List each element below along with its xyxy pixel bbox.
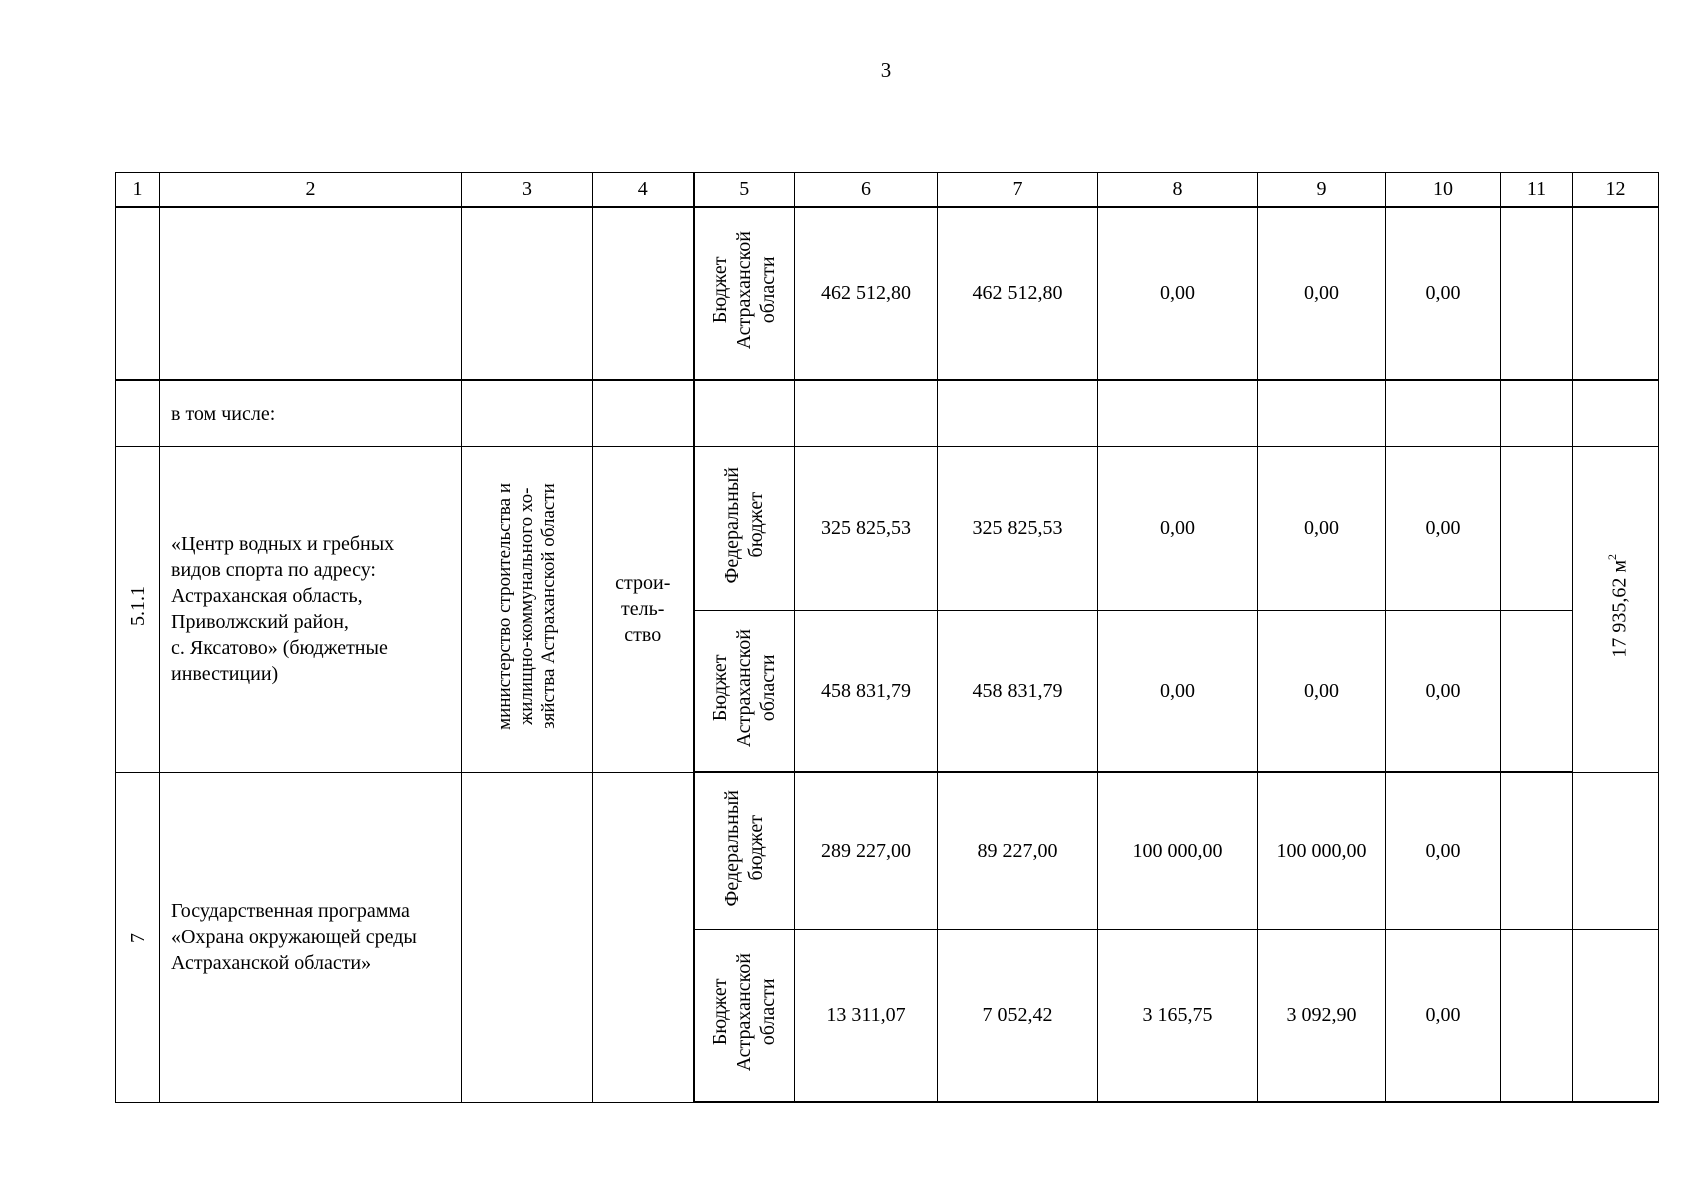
executor-cell (462, 772, 593, 1102)
value-cell: 0,00 (1258, 207, 1386, 380)
page-number: 3 (880, 58, 892, 82)
header-cell: 11 (1501, 173, 1573, 208)
source-line: бюджет (745, 492, 768, 559)
source-cell (694, 930, 795, 1103)
empty-cell (1098, 380, 1258, 447)
budget-table (115, 172, 1659, 1103)
executor-line: министерство строительства и (494, 482, 515, 730)
header-cell: 6 (795, 173, 938, 208)
item-number: 7 (126, 932, 149, 943)
table-row (116, 447, 1659, 611)
value-cell: 0,00 (1098, 611, 1258, 773)
empty-cell (694, 380, 795, 447)
name-line: «Охрана окружающей среды (171, 926, 417, 948)
including-label: в том числе: (160, 380, 462, 447)
value-cell: 0,00 (1258, 447, 1386, 611)
name-cell (160, 207, 462, 380)
source-line: области (757, 979, 780, 1046)
empty-cell (1501, 930, 1573, 1103)
type-cell (593, 207, 694, 380)
item-name-cell (160, 772, 462, 1102)
value-cell: 0,00 (1098, 207, 1258, 380)
empty-cell (1573, 772, 1659, 930)
empty-cell (1501, 772, 1573, 930)
name-line: Астраханской области» (171, 952, 372, 974)
item-name-cell (160, 447, 462, 773)
value-cell: 325 825,53 (938, 447, 1098, 611)
empty-cell (1501, 207, 1573, 380)
empty-cell (1258, 380, 1386, 447)
type-cell (593, 447, 694, 773)
source-line: Астраханской (733, 953, 756, 1072)
value-cell: 100 000,00 (1098, 772, 1258, 930)
empty-cell (1501, 380, 1573, 447)
value-cell: 0,00 (1386, 207, 1501, 380)
name-line: с. Яксатово» (бюджетные (171, 637, 388, 660)
value-cell: 458 831,79 (795, 611, 938, 773)
value-cell: 458 831,79 (938, 611, 1098, 773)
result-superscript: 2 (1604, 554, 1619, 561)
empty-cell (593, 380, 694, 447)
empty-cell (1573, 930, 1659, 1103)
type-cell (593, 772, 694, 1102)
source-line: Астраханской (733, 628, 756, 748)
source-line: Федеральный (721, 467, 744, 584)
source-line: области (757, 654, 780, 722)
header-cell: 9 (1258, 173, 1386, 208)
name-line: Астраханская область, (171, 585, 363, 608)
value-cell: 3 092,90 (1258, 930, 1386, 1103)
value-cell: 0,00 (1258, 611, 1386, 773)
source-cell (694, 447, 795, 611)
type-line: ство (624, 624, 662, 647)
value-cell: 0,00 (1386, 772, 1501, 930)
header-cell: 7 (938, 173, 1098, 208)
value-cell: 289 227,00 (795, 772, 938, 930)
name-line: видов спорта по адресу: (171, 559, 376, 582)
source-line: Астраханской (733, 231, 756, 350)
value-cell: 3 165,75 (1098, 930, 1258, 1103)
header-cell: 2 (160, 173, 462, 208)
source-line: Федеральный (721, 789, 744, 907)
table-row (116, 207, 1659, 380)
header-cell: 4 (593, 173, 694, 208)
type-line: строи- (615, 572, 671, 595)
source-cell (694, 207, 795, 380)
item-number: 5.1.1 (126, 586, 149, 627)
item-number-cell (116, 772, 160, 1102)
value-cell: 0,00 (1386, 611, 1501, 773)
executor-line: зяйства Астраханской области (538, 483, 559, 730)
name-line: «Центр водных и гребных (171, 533, 395, 556)
executor-cell (462, 447, 593, 773)
source-line: бюджет (745, 815, 768, 881)
empty-cell (1501, 447, 1573, 611)
value-cell: 0,00 (1386, 930, 1501, 1103)
header-cell: 3 (462, 173, 593, 208)
item-number-cell (116, 447, 160, 773)
header-cell: 1 (116, 173, 160, 208)
name-line: Приволжский район, (171, 611, 349, 634)
empty-cell (1501, 611, 1573, 773)
empty-cell (938, 380, 1098, 447)
source-line: области (757, 257, 780, 324)
executor-cell (462, 207, 593, 380)
value-cell: 0,00 (1386, 447, 1501, 611)
header-cell: 12 (1573, 173, 1659, 208)
empty-cell (1573, 380, 1659, 447)
number-cell (116, 207, 160, 380)
source-line: Бюджет (709, 979, 732, 1046)
value-cell: 89 227,00 (938, 772, 1098, 930)
type-line: тель- (621, 598, 665, 621)
header-cell: 8 (1098, 173, 1258, 208)
empty-cell (1573, 207, 1659, 380)
source-line: Бюджет (709, 654, 732, 722)
value-cell: 462 512,80 (938, 207, 1098, 380)
source-cell (694, 772, 795, 930)
table-header-row (116, 173, 1659, 208)
empty-cell (1386, 380, 1501, 447)
empty-cell (462, 380, 593, 447)
header-cell: 5 (694, 173, 795, 208)
header-cell: 10 (1386, 173, 1501, 208)
result-cell (1573, 447, 1659, 773)
empty-cell (795, 380, 938, 447)
source-cell (694, 611, 795, 773)
value-cell: 100 000,00 (1258, 772, 1386, 930)
name-line: Государственная программа (171, 900, 410, 922)
value-cell: 325 825,53 (795, 447, 938, 611)
value-cell: 7 052,42 (938, 930, 1098, 1103)
table-row (116, 772, 1659, 930)
result-value: 17 935,62 м (1608, 560, 1631, 659)
value-cell: 13 311,07 (795, 930, 938, 1103)
executor-line: жилищно-коммунального хо- (516, 487, 537, 725)
table-row (116, 380, 1659, 447)
number-cell (116, 380, 160, 447)
value-cell: 0,00 (1098, 447, 1258, 611)
name-line: инвестиции) (171, 663, 279, 686)
source-line: Бюджет (709, 257, 732, 324)
value-cell: 462 512,80 (795, 207, 938, 380)
